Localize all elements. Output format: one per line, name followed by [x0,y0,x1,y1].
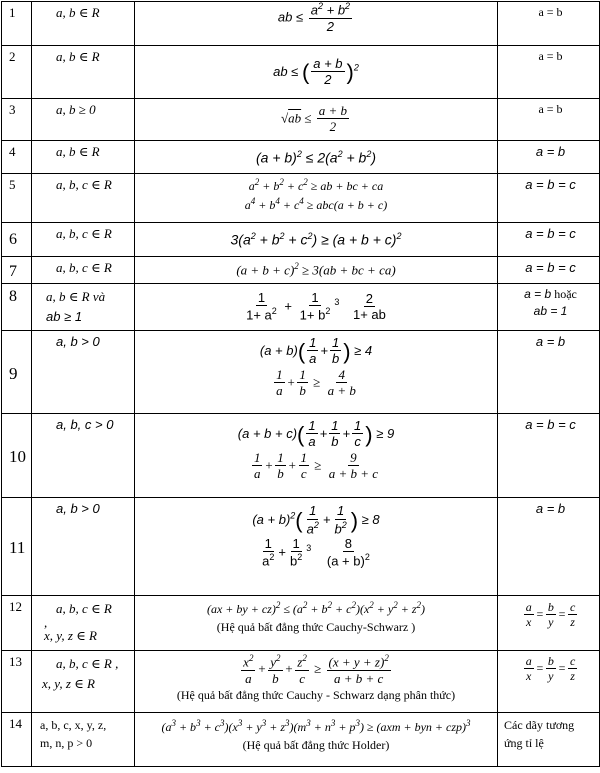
condition-line: a, b, c ∈ R , [56,656,119,671]
row-condition [32,596,135,651]
row-formula: √ab ≤ $\frac{a + b}{2}$ [135,99,498,141]
row-equality: a = b = c [498,414,600,498]
row-equality: a = b [498,331,600,414]
formula-note: (Hệ quả bất đẳng thức Holder) [242,738,390,752]
equality-suffix: hoặc [551,287,577,301]
row-number: 5 [2,174,32,223]
row-number: 10 [2,414,32,498]
row-formula: $3(a^2 + b^2 + c^2) \ge (a + b + c)^2$ [135,223,498,257]
table-row [2,257,600,284]
row-equality: a = b = c [498,223,600,257]
table-row [2,498,600,596]
row-formula: ab ≤ $\frac{a^2 + b^2}{2}$ [135,2,498,46]
row-formula: (a + b + c)( $\frac{1}{a}$ + $\frac{1}{b}$ + $\frac{1}{c}$ ) ≥ 9 $\frac{1}{a}$ + $\frac{1}{b}$ + $\frac{1}{c}$ ≥ $\frac{9}{a + b + c}$ [135,414,498,498]
row-equality: a = b [498,141,600,174]
row-number: 1 [2,2,32,46]
table-row [2,141,600,174]
row-condition [32,284,135,331]
row-formula: (a + b)( $\frac{1}{a}$ + $\frac{1}{b}$ ) ≥ 4 $\frac{1}{a}$ + $\frac{1}{b}$ ≥ $\frac{4}{a + b}$ [135,331,498,414]
row-condition: a, b ∈ R [32,141,135,174]
row-condition: a, b, c ∈ R [32,257,135,284]
table-row [2,46,600,99]
row-formula: ab ≤ ( $\frac{a + b}{2}$ )$^2$ [135,46,498,99]
equality-line: ab = 1 [533,304,568,318]
row-equality: $\frac{a}{x}$ = $\frac{b}{y}$ = $\frac{c}{z}$ [498,651,600,713]
row-number: 7 [2,257,32,284]
row-equality: a = b [498,46,600,99]
row-number: 11 [2,498,32,596]
table-row [2,284,600,331]
condition-separator: , [44,614,48,630]
condition-line: m, n, p > 0 [40,736,93,750]
row-formula: $\frac{1}{1+ a^2}$ + $\frac{1}{1+ b^2}$ $^3$ $\frac{2}{1+ ab}$ [135,284,498,331]
row-number: 13 [2,651,32,713]
table-row [2,414,600,498]
table-row [2,651,600,713]
row-formula: (ax + by + $cz)^2 \le (a^2 + b^2 + c^2)(x^2 + y^2 + z^2)$ (Hệ quả bất đẳng thức Cauchy-Schwarz ) [135,596,498,651]
row-number: 8 [2,284,32,331]
row-formula: $(a + b)^2 \le 2(a^2 + b^2)$ [135,141,498,174]
row-condition: a, b > 0 [32,498,135,596]
table-row [2,223,600,257]
equality-line: ứng tỉ lệ [504,736,544,750]
condition-line: a, b, c ∈ R [56,601,112,616]
row-equality: a = b = c [498,174,600,223]
row-condition: a, b ∈ R [32,46,135,99]
condition-line: x, y, z ∈ R [42,675,95,691]
row-condition: a, b, c ∈ R [32,174,135,223]
row-condition: a, b, c ∈ R [32,223,135,257]
formula-note: (Hệ quả bất đẳng thức Cauchy-Schwarz ) [216,620,416,634]
row-condition: a, b ∈ R [32,2,135,46]
row-condition: a, b ≥ 0 [32,99,135,141]
row-number: 4 [2,141,32,174]
equality-line: Các dãy tương [504,718,575,732]
row-equality [498,713,600,767]
table-row [2,174,600,223]
row-formula: $(a + b)^2$( $\frac{1}{a^2}$ + $\frac{1}{b^2}$ ) ≥ 8 $\frac{1}{a^2}$ + $\frac{1}{b^2}$ $^3$ $\frac{8}{(a + b)^2}$ [135,498,498,596]
row-number: 2 [2,46,32,99]
row-equality: a = b [498,99,600,141]
condition-line: a, b ∈ R và [46,289,106,304]
table-row [2,331,600,414]
row-number: 14 [2,713,32,767]
condition-line: x, y, z ∈ R [44,628,97,644]
row-equality: a = b = c [498,257,600,284]
row-formula: $(a + b + c)^2 \ge 3(ab$ + bc + ca) [135,257,498,284]
table-row [2,2,600,46]
row-number: 9 [2,331,32,414]
equality-line: a = b [524,287,552,301]
row-condition [32,651,135,713]
row-formula: $(a^3 + b^3 + c^3)(x^3 + y^3 + z^3)(m^3 + n^3 + p^3) \ge (axm$ + byn + czp)$^3$ (Hệ quả bất đẳng thức Holder) [135,713,498,767]
row-equality: $\frac{a}{x}$ = $\frac{b}{y}$ = $\frac{c}{z}$ [498,596,600,651]
row-equality [498,284,600,331]
condition-line: a, b, c, x, y, z, [40,718,107,732]
table-row [2,99,600,141]
formula-note: (Hệ quả bất đẳng thức Cauchy - Schwarz dạng phân thức) [176,688,456,703]
row-condition: a, b > 0 [32,331,135,414]
row-condition [32,713,135,767]
table-row [2,713,600,767]
table-row [2,596,600,651]
row-number: 12 [2,596,32,651]
row-formula: $a^2 + b^2 + c^2$ ≥ ab + bc + ca $a^4 + b^4 + c^4 \ge abc(a + b + c)$ [135,174,498,223]
inequality-table [1,1,600,767]
row-formula: $\frac{x^2}{a}$ + $\frac{y^2}{b}$ + $\frac{z^2}{c}$ ≥ $\frac{(x + y + z)^2}{a + b + c}$ (Hệ quả bất đẳng thức Cauchy - Schwarz dạng phân thức) [135,651,498,713]
row-equality: a = b [498,498,600,596]
row-equality: a = b [498,2,600,46]
row-number: 6 [2,223,32,257]
row-number: 3 [2,99,32,141]
condition-line: ab ≥ 1 [46,308,83,324]
row-condition: a, b, c > 0 [32,414,135,498]
